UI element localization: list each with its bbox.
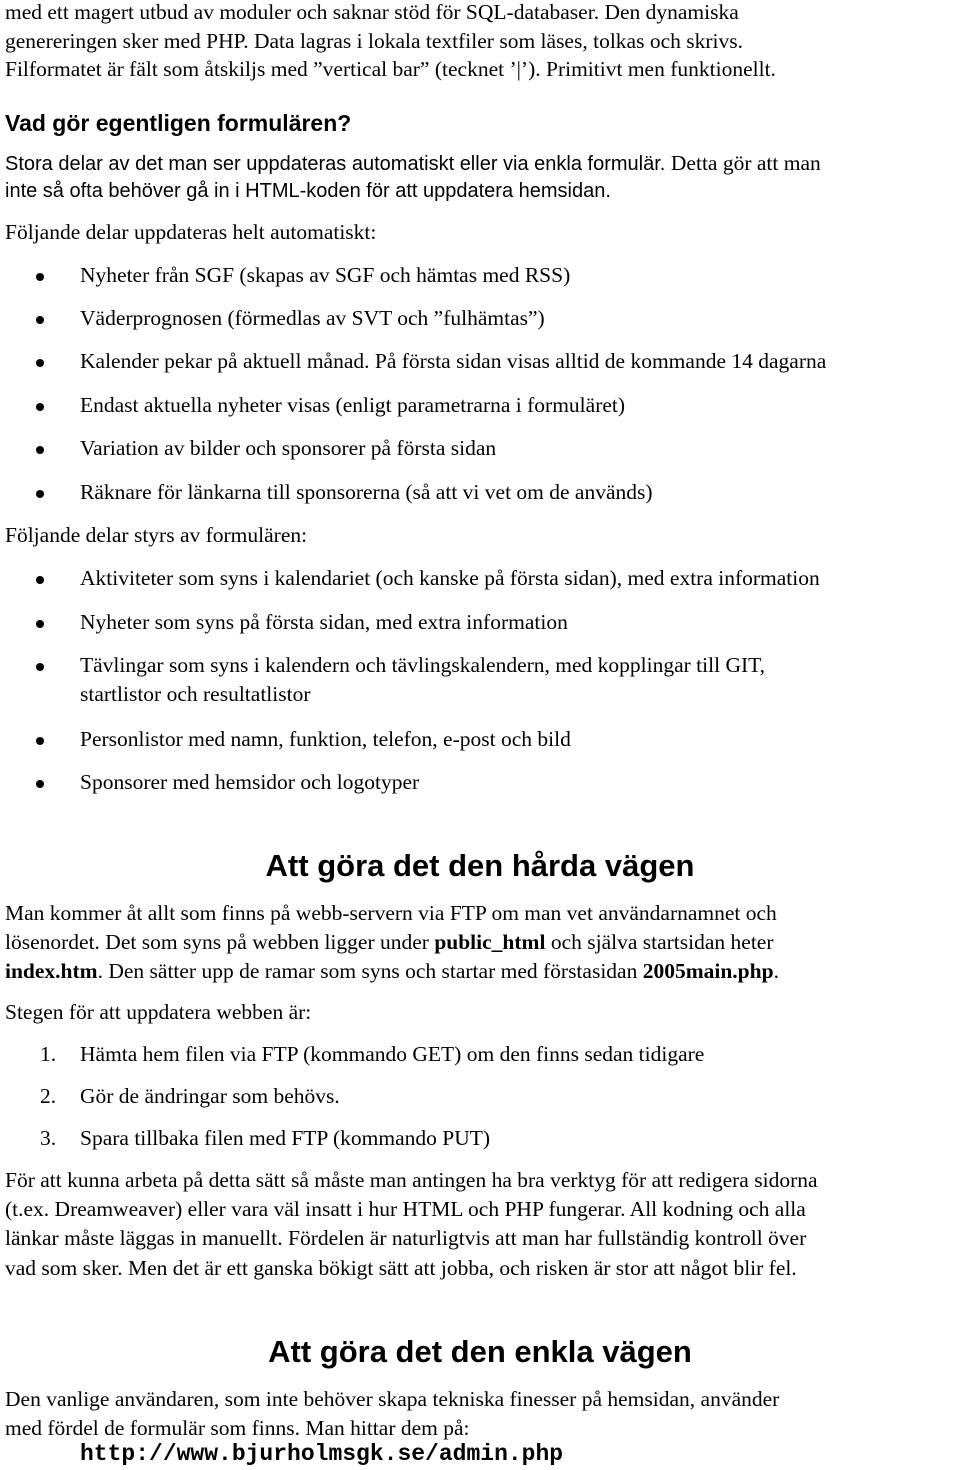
list-item: Tävlingar som syns i kalendern och tävlingskalendern, med kopplingar till GIT,: [80, 653, 766, 677]
list-item: Nyheter från SGF (skapas av SGF och hämtas med RSS): [80, 263, 571, 287]
bullet-icon: [36, 663, 44, 671]
bullet-icon: [36, 359, 44, 367]
paragraph-line: genereringen sker med PHP. Data lagras i lokala textfiler som läses, tolkas och skrivs.: [5, 29, 743, 53]
paragraph-line: inte så ofta behöver gå in i HTML-koden för att uppdatera hemsidan.: [5, 180, 611, 202]
list-item: Aktiviteter som syns i kalendariet (och kanske på första sidan), med extra information: [80, 566, 820, 590]
paragraph-line: Man kommer åt allt som finns på webb-servern via FTP om man vet användarnamnet och: [5, 901, 777, 925]
bullet-icon: [36, 273, 44, 281]
bullet-icon: [36, 316, 44, 324]
paragraph-line: lösenordet. Det som syns på webben ligger under public_html och själva startsidan heter: [5, 930, 774, 954]
list-label: Stegen för att uppdatera webben är:: [5, 1000, 312, 1024]
bullet-icon: [36, 737, 44, 745]
bullet-icon: [36, 780, 44, 788]
step-text: Hämta hem filen via FTP (kommando GET) om den finns sedan tidigare: [80, 1042, 705, 1066]
list-label: Följande delar styrs av formulären:: [5, 523, 308, 547]
paragraph-line: Filformatet är fält som åtskiljs med ”vertical bar” (tecknet ’|’). Primitivt men funktionellt.: [5, 57, 776, 81]
paragraph-line: (t.ex. Dreamweaver) eller vara väl insatt i hur HTML och PHP fungerar. All kodning och alla: [5, 1197, 806, 1221]
list-item: Personlistor med namn, funktion, telefon, e-post och bild: [80, 727, 571, 751]
paragraph-line: index.htm. Den sätter upp de ramar som syns och startar med förstasidan 2005main.php.: [5, 959, 779, 983]
list-label: Följande delar uppdateras helt automatiskt:: [5, 220, 377, 244]
section-heading: Att göra det den enkla vägen: [268, 1334, 692, 1369]
list-item: Räknare för länkarna till sponsorerna (så att vi vet om de används): [80, 480, 653, 504]
list-item: Kalender pekar på aktuell månad. På första sidan visas alltid de kommande 14 dagarna: [80, 349, 827, 373]
bullet-icon: [36, 403, 44, 411]
paragraph-line: Stora delar av det man ser uppdateras automatiskt eller via enkla formulär. Detta gör att man: [5, 151, 821, 175]
step-number: 3.: [40, 1126, 57, 1150]
list-item: Sponsorer med hemsidor och logotyper: [80, 770, 420, 794]
list-item: Variation av bilder och sponsorer på första sidan: [80, 436, 497, 460]
list-item: Endast aktuella nyheter visas (enligt parametrarna i formuläret): [80, 393, 626, 417]
paragraph-line: länkar måste läggas in manuellt. Fördelen är naturligtvis att man har fullständig kontroll över: [5, 1226, 807, 1250]
bullet-icon: [36, 576, 44, 584]
step-number: 2.: [40, 1084, 57, 1108]
filename-main: 2005main.php: [642, 959, 774, 983]
step-number: 1.: [40, 1042, 57, 1066]
list-item-continuation: startlistor och resultatlistor: [80, 682, 311, 706]
list-item: Väderprognosen (förmedlas av SVT och ”fulhämtas”): [80, 306, 545, 330]
paragraph-line: med ett magert utbud av moduler och saknar stöd för SQL-databaser. Den dynamiska: [5, 0, 739, 24]
bullet-icon: [36, 620, 44, 628]
paragraph-line: med fördel de formulär som finns. Man hittar dem på:: [5, 1416, 470, 1440]
path-public-html: public_html: [434, 930, 546, 954]
step-text: Gör de ändringar som behövs.: [80, 1084, 340, 1108]
bullet-icon: [36, 446, 44, 454]
filename-index: index.htm: [5, 959, 98, 983]
admin-url-link[interactable]: http://www.bjurholmsgk.se/admin.php: [80, 1441, 564, 1467]
step-text: Spara tillbaka filen med FTP (kommando PUT): [80, 1126, 491, 1150]
bullet-icon: [36, 490, 44, 498]
section-heading: Vad gör egentligen formulären?: [5, 110, 352, 136]
list-item: Nyheter som syns på första sidan, med extra information: [80, 610, 568, 634]
paragraph-line: Den vanlige användaren, som inte behöver skapa tekniska finesser på hemsidan, använder: [5, 1387, 780, 1411]
paragraph-line: vad som sker. Men det är ett ganska bökigt sätt att jobba, och risken är stor att något blir fel.: [5, 1256, 797, 1280]
paragraph-line: För att kunna arbeta på detta sätt så måste man antingen ha bra verktyg för att redigera sidorna: [5, 1168, 818, 1192]
section-heading: Att göra det den hårda vägen: [265, 848, 695, 883]
